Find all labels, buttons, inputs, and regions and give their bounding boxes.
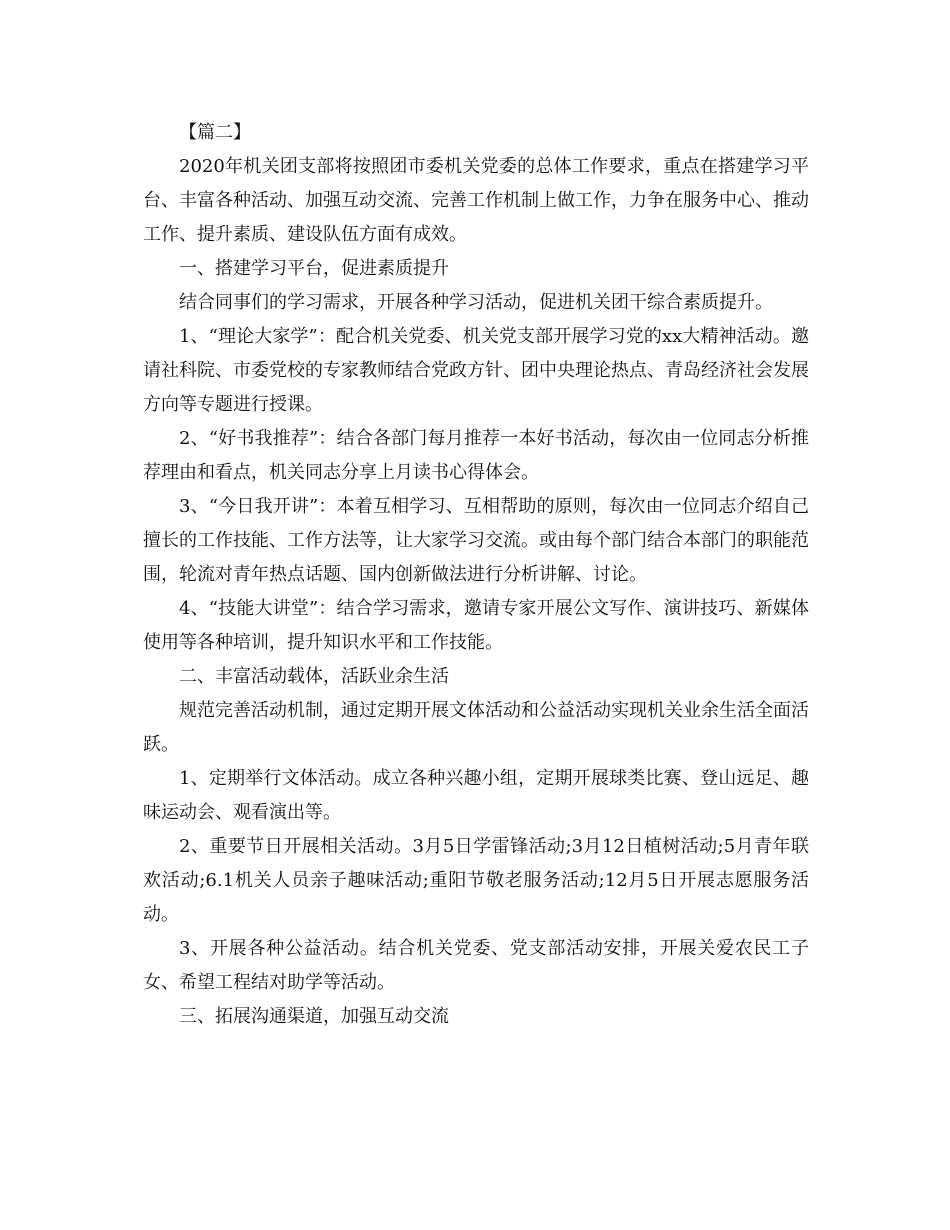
intro-paragraph: 2020年机关团支部将按照团市委机关党委的总体工作要求，重点在搭建学习平台、丰富各种活动、加强互动交流、完善工作机制上做工作，力争在服务中心、推动工作、提升素质、建设队伍方面有成效。 [143,156,809,245]
body-paragraph: 4、“技能大讲堂”：结合学习需求，邀请专家开展公文写作、演讲技巧、新媒体使用等各种培训，提升知识水平和工作技能。 [143,598,809,653]
body-paragraph: 3、开展各种公益活动。结合机关党委、党支部活动安排，开展关爱农民工子女、希望工程结对助学等活动。 [143,938,809,993]
body-paragraph: 2、重要节日开展相关活动。3月5日学雷锋活动;3月12日植树活动;5月青年联欢活动;6.1机关人员亲子趣味活动;重阳节敬老服务活动;12月5日开展志愿服务活动。 [143,836,809,925]
section-heading: 【篇二】 [179,122,251,143]
section-heading: 一、搭建学习平台，促进素质提升 [179,258,449,279]
section-heading: 二、丰富活动载体，活跃业余生活 [179,666,449,687]
body-paragraph: 结合同事们的学习需求，开展各种学习活动，促进机关团干综合素质提升。 [179,292,773,313]
body-paragraph: 1、“理论大家学”：配合机关党委、机关党支部开展学习党的xx大精神活动。邀请社科院、市委党校的专家教师结合党政方针、团中央理论热点、青岛经济社会发展方向等专题进行授课。 [143,326,809,415]
body-paragraph: 规范完善活动机制，通过定期开展文体活动和公益活动实现机关业余生活全面活跃。 [143,700,809,755]
body-paragraph: 1、定期举行文体活动。成立各种兴趣小组，定期开展球类比赛、登山远足、趣味运动会、观看演出等。 [143,768,809,823]
document-body [143,116,809,1034]
section-heading: 三、拓展沟通渠道，加强互动交流 [179,1006,449,1027]
body-paragraph: 2、“好书我推荐”：结合各部门每月推荐一本好书活动，每次由一位同志分析推荐理由和看点，机关同志分享上月读书心得体会。 [143,428,809,483]
body-paragraph: 3、“今日我开讲”：本着互相学习、互相帮助的原则，每次由一位同志介绍自己擅长的工作技能、工作方法等，让大家学习交流。或由每个部门结合本部门的职能范围，轮流对青年热点话题、国内创新做法进行分析讲解、讨论。 [143,496,809,585]
